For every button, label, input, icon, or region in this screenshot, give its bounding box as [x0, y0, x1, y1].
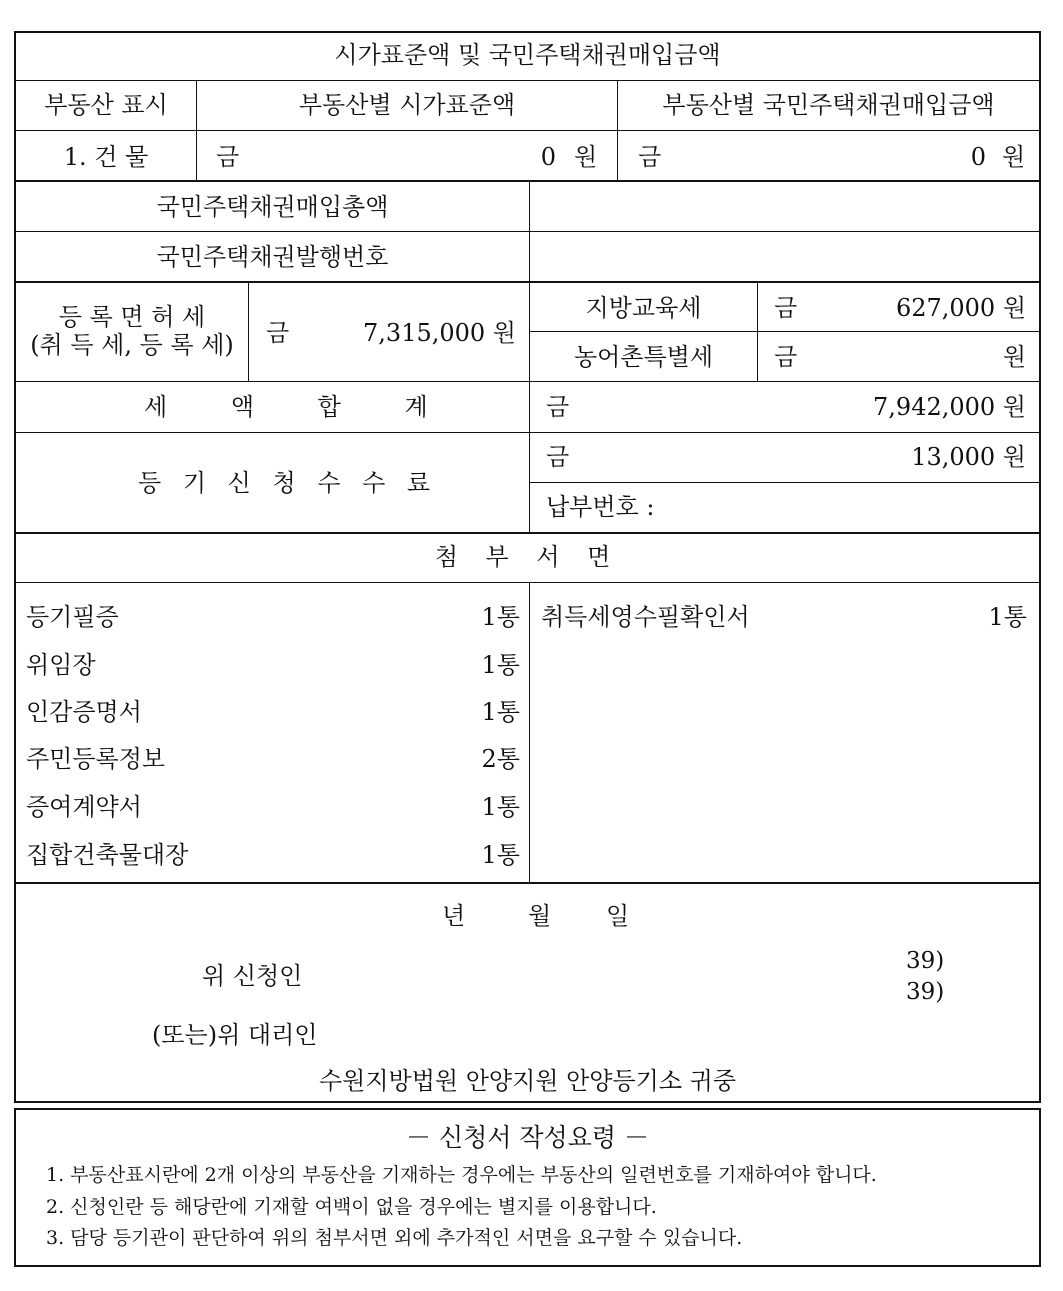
bond-amount-value: 0	[970, 143, 986, 171]
education-tax-value: 627,000 원	[895, 294, 1026, 322]
currency-label: 금	[546, 443, 570, 471]
registration-tax-value: 7,315,000 원	[363, 319, 516, 347]
divider	[16, 882, 1039, 884]
form-title: 시가표준액 및 국민주택채권매입금액	[334, 41, 721, 69]
tax-total-label: 세 액 합 계	[144, 393, 428, 421]
date-month: 월	[528, 902, 552, 930]
attachment-count: 1통	[988, 603, 1027, 631]
divider	[196, 81, 197, 181]
education-tax-label: 지방교육세	[585, 294, 702, 322]
divider	[16, 532, 1039, 534]
divider	[16, 130, 1039, 131]
registration-form	[14, 31, 1041, 1103]
divider	[16, 180, 1039, 182]
currency-label: 금	[638, 143, 662, 171]
divider	[530, 331, 1039, 332]
standard-amount-value: 0	[540, 143, 556, 171]
bond-issue-label: 국민주택채권발행번호	[156, 243, 389, 271]
attachment-count: 1통	[481, 793, 520, 821]
fee-value: 13,000 원	[911, 443, 1026, 471]
divider	[248, 283, 249, 381]
fee-label: 등 기 신 청 수 수 료	[138, 469, 431, 497]
payment-number-label: 납부번호 :	[546, 493, 655, 521]
attachment-count: 1통	[481, 651, 520, 679]
divider	[529, 182, 530, 281]
attachment-name: 등기필증	[26, 603, 119, 631]
divider	[16, 80, 1039, 81]
seal-mark: 39)	[906, 979, 945, 1005]
guide-item: 1. 부동산표시란에 2개 이상의 부동산을 기재하는 경우에는 부동산의 일련번호를 기재하여야 합니다.	[46, 1164, 877, 1186]
attachment-count: 1통	[481, 841, 520, 869]
attachment-name: 집합건축물대장	[26, 841, 189, 869]
attachment-count: 1통	[481, 698, 520, 726]
registration-tax-label: 등 록 면 허 세	[58, 303, 206, 331]
attachments-header: 첨 부 서 면	[434, 543, 621, 571]
currency-label: 금	[266, 319, 290, 347]
applicant-label: 위 신청인	[202, 962, 303, 990]
rural-tax-value: 원	[1002, 343, 1026, 371]
attachment-count: 1통	[481, 603, 520, 631]
attachment-count: 2통	[481, 745, 520, 773]
currency-label: 금	[774, 343, 798, 371]
divider	[16, 231, 1039, 232]
divider	[16, 381, 1039, 382]
guide-title: － 신청서 작성요령 －	[406, 1123, 649, 1152]
attachment-name: 취득세영수필확인서	[541, 603, 750, 631]
header-bond-amount: 부동산별 국민주택채권매입금액	[662, 91, 995, 119]
guide-item: 2. 신청인란 등 해당란에 기재할 여백이 없을 경우에는 별지를 이용합니다.	[46, 1196, 657, 1218]
divider	[530, 482, 1039, 483]
bond-total-label: 국민주택채권매입총액	[156, 193, 389, 221]
agent-label: (또는)위 대리인	[152, 1021, 318, 1049]
currency-label: 금	[546, 393, 570, 421]
won-label: 원	[1002, 143, 1026, 171]
registration-tax-sublabel: (취 득 세, 등 록 세)	[30, 331, 234, 359]
attachment-name: 주민등록정보	[26, 745, 166, 773]
header-property-display: 부동산 표시	[44, 91, 168, 119]
seal-mark: 39)	[906, 948, 945, 974]
attachment-name: 증여계약서	[26, 793, 142, 821]
divider	[529, 583, 530, 883]
divider	[16, 582, 1039, 583]
date-day: 일	[606, 902, 630, 930]
attachment-name: 인감증명서	[26, 698, 142, 726]
date-year: 년	[442, 902, 466, 930]
divider	[757, 283, 758, 381]
won-label: 원	[574, 143, 598, 171]
writing-guide	[14, 1108, 1041, 1267]
rural-tax-label: 농어촌특별세	[573, 343, 714, 371]
tax-total-value: 7,942,000 원	[873, 393, 1026, 421]
header-standard-amount: 부동산별 시가표준액	[298, 91, 516, 119]
divider	[16, 281, 1039, 283]
divider	[617, 81, 618, 181]
divider	[16, 432, 1039, 433]
property-row-label: 1. 건 물	[63, 143, 149, 171]
attachment-name: 위임장	[26, 651, 96, 679]
currency-label: 금	[216, 143, 240, 171]
currency-label: 금	[774, 294, 798, 322]
guide-item: 3. 담당 등기관이 판단하여 위의 첨부서면 외에 추가적인 서면을 요구할 수 있습니다.	[46, 1227, 743, 1249]
court-name: 수원지방법원 안양지원 안양등기소 귀중	[318, 1067, 736, 1095]
